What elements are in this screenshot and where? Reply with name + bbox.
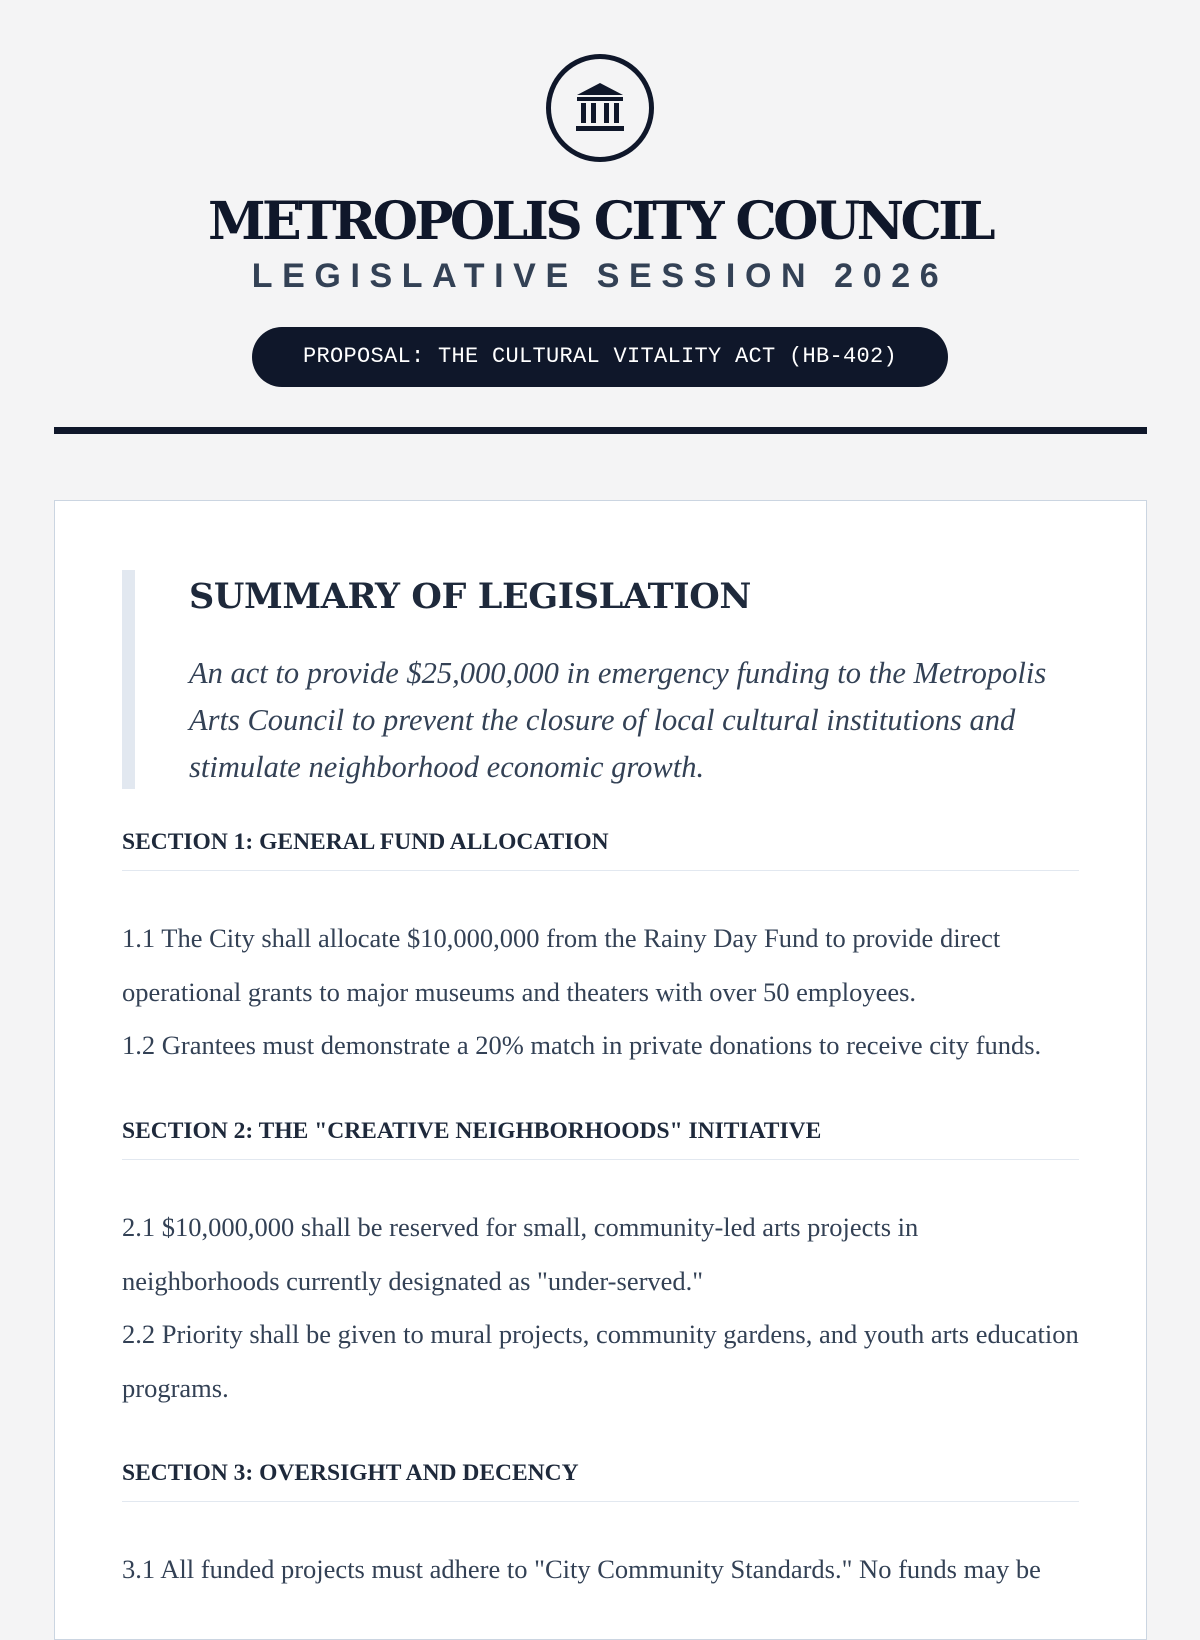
clause-2-2: 2.2 Priority shall be given to mural projects, community gardens, and youth arts education programs. <box>122 1319 1079 1403</box>
summary-block <box>122 570 1082 789</box>
document-header <box>0 0 1200 440</box>
section-2-heading: SECTION 2: THE "CREATIVE NEIGHBORHOODS" INITIATIVE <box>122 1114 1079 1160</box>
section-1-heading: SECTION 1: GENERAL FUND ALLOCATION <box>122 825 1079 871</box>
session-subtitle: LEGISLATIVE SESSION 2026 <box>251 257 949 295</box>
clause-1-1: 1.1 The City shall allocate $10,000,000 from the Rainy Day Fund to provide direct operational grants to major museums and theaters with over 50 employees. <box>122 923 1001 1007</box>
clause-1-2: 1.2 Grantees must demonstrate a 20% match in private donations to receive city funds. <box>122 1030 1042 1060</box>
legislation-card <box>54 500 1147 1640</box>
clause-2-1: 2.1 $10,000,000 shall be reserved for small, community-led arts projects in neighborhoods currently designated as "under-served." <box>122 1212 919 1296</box>
summary-text: An act to provide $25,000,000 in emergency funding to the Metropolis Arts Council to prevent the closure of local cultural institutions and stimulate neighborhood economic growth. <box>189 656 1047 784</box>
clause-3-1: 3.1 All funded projects must adhere to "City Community Standards." No funds may be <box>122 1554 1041 1584</box>
proposal-badge: PROPOSAL: THE CULTURAL VITALITY ACT (HB-402) <box>252 327 948 387</box>
header-divider <box>54 427 1147 434</box>
section-3-heading: SECTION 3: OVERSIGHT AND DECENCY <box>122 1456 1079 1502</box>
summary-heading: SUMMARY OF LEGISLATION <box>189 576 751 617</box>
council-emblem <box>546 54 654 162</box>
government-building-icon <box>573 81 627 135</box>
council-title: METROPOLIS CITY COUNCIL <box>207 191 992 252</box>
